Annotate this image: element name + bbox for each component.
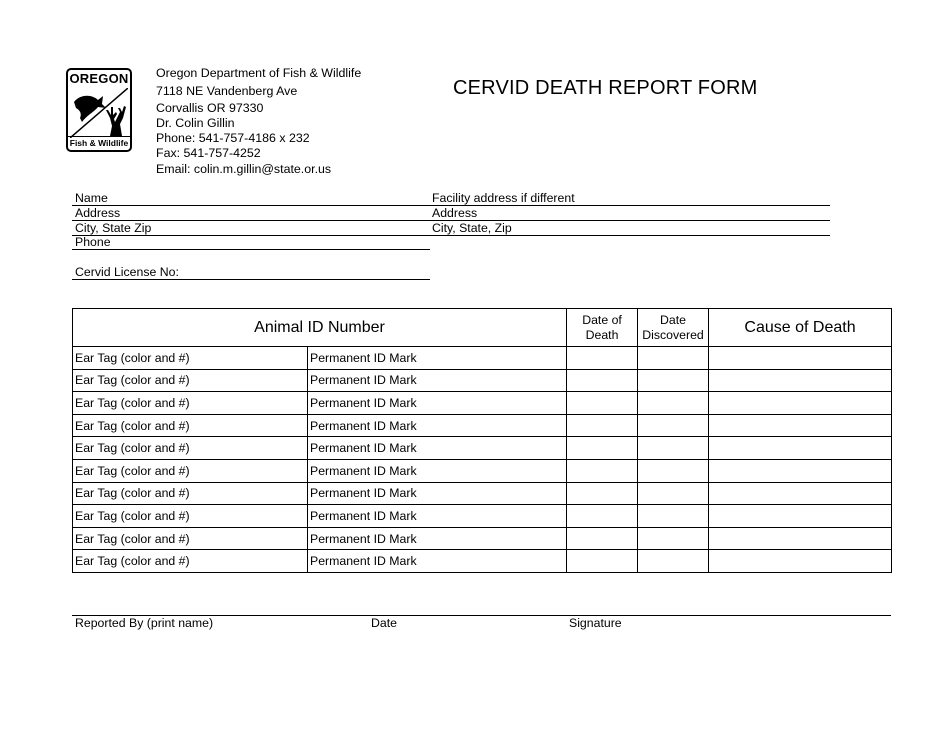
- table-row: [73, 347, 892, 370]
- license-label: Cervid License No:: [75, 265, 179, 279]
- date-of-death-cell[interactable]: [567, 459, 638, 482]
- table-row: [73, 527, 892, 550]
- city-state-zip-label: City, State Zip: [75, 221, 152, 235]
- name-label: Name: [75, 191, 108, 205]
- cause-of-death-cell[interactable]: [709, 437, 892, 460]
- date-discovered-header-line1: Date: [660, 312, 686, 327]
- cause-of-death-cell[interactable]: [709, 505, 892, 528]
- table-row: [73, 437, 892, 460]
- permanent-id-cell[interactable]: Permanent ID Mark: [308, 527, 567, 550]
- agency-city: Corvallis OR 97330: [156, 100, 264, 115]
- ear-tag-cell[interactable]: Ear Tag (color and #): [73, 392, 308, 415]
- date-label: Date: [371, 616, 397, 630]
- ear-tag-cell[interactable]: Ear Tag (color and #): [73, 459, 308, 482]
- facility-street-label: Address: [432, 206, 478, 220]
- agency-phone: Phone: 541-757-4186 x 232: [156, 131, 310, 146]
- animal-death-table: [72, 308, 892, 573]
- permanent-id-cell[interactable]: Permanent ID Mark: [308, 414, 567, 437]
- permanent-id-cell[interactable]: Permanent ID Mark: [308, 347, 567, 370]
- table-row: [73, 392, 892, 415]
- date-of-death-header-line1: Date of: [582, 312, 622, 327]
- cause-of-death-cell[interactable]: [709, 527, 892, 550]
- reported-by-label: Reported By (print name): [75, 616, 214, 630]
- date-discovered-cell[interactable]: [638, 550, 709, 573]
- agency-street: 7118 NE Vandenberg Ave: [156, 84, 298, 99]
- cause-of-death-cell[interactable]: [709, 392, 892, 415]
- animal-id-header: Animal ID Number: [73, 309, 567, 347]
- date-of-death-cell[interactable]: [567, 482, 638, 505]
- ear-tag-cell[interactable]: Ear Tag (color and #): [73, 550, 308, 573]
- permanent-id-cell[interactable]: Permanent ID Mark: [308, 550, 567, 573]
- cause-of-death-cell[interactable]: [709, 550, 892, 573]
- facility-address-label: Facility address if different: [432, 191, 575, 205]
- cause-of-death-cell[interactable]: [709, 482, 892, 505]
- logo-title: OREGON: [69, 71, 129, 86]
- date-of-death-cell[interactable]: [567, 437, 638, 460]
- date-discovered-cell[interactable]: [638, 437, 709, 460]
- date-of-death-header-line2: Death: [585, 327, 619, 342]
- date-of-death-cell[interactable]: [567, 392, 638, 415]
- agency-contact: Dr. Colin Gillin: [156, 115, 235, 130]
- license-line[interactable]: [72, 279, 430, 280]
- agency-name: Oregon Department of Fish & Wildlife: [156, 66, 362, 80]
- date-of-death-cell[interactable]: [567, 369, 638, 392]
- ear-tag-cell[interactable]: Ear Tag (color and #): [73, 505, 308, 528]
- date-discovered-cell[interactable]: [638, 459, 709, 482]
- date-discovered-cell[interactable]: [638, 414, 709, 437]
- date-of-death-cell[interactable]: [567, 414, 638, 437]
- signature-label: Signature: [569, 616, 622, 630]
- permanent-id-cell[interactable]: Permanent ID Mark: [308, 437, 567, 460]
- date-discovered-cell[interactable]: [638, 482, 709, 505]
- table-row: [73, 550, 892, 573]
- ear-tag-cell[interactable]: Ear Tag (color and #): [73, 437, 308, 460]
- cause-of-death-header: Cause of Death: [709, 309, 892, 347]
- facility-city-label: City, State, Zip: [432, 221, 512, 235]
- table-row: [73, 369, 892, 392]
- agency-address-block: [156, 66, 361, 177]
- odfw-logo: [66, 68, 132, 152]
- ear-tag-cell[interactable]: Ear Tag (color and #): [73, 347, 308, 370]
- address-label: Address: [75, 206, 121, 220]
- ear-tag-cell[interactable]: Ear Tag (color and #): [73, 414, 308, 437]
- cause-of-death-cell[interactable]: [709, 369, 892, 392]
- permanent-id-cell[interactable]: Permanent ID Mark: [308, 482, 567, 505]
- agency-fax: Fax: 541-757-4252: [156, 146, 261, 161]
- table-row: [73, 505, 892, 528]
- date-discovered-cell[interactable]: [638, 392, 709, 415]
- date-discovered-cell[interactable]: [638, 505, 709, 528]
- permanent-id-cell[interactable]: Permanent ID Mark: [308, 392, 567, 415]
- table-row: [73, 459, 892, 482]
- fish-deer-icon: [70, 88, 128, 138]
- date-of-death-cell[interactable]: [567, 527, 638, 550]
- cause-of-death-cell[interactable]: [709, 347, 892, 370]
- phone-label: Phone: [75, 235, 111, 249]
- ear-tag-cell[interactable]: Ear Tag (color and #): [73, 527, 308, 550]
- cause-of-death-cell[interactable]: [709, 414, 892, 437]
- date-discovered-header-line2: Discovered: [642, 327, 704, 342]
- date-of-death-cell[interactable]: [567, 347, 638, 370]
- table-row: [73, 414, 892, 437]
- date-of-death-header: [567, 309, 638, 347]
- city-state-zip-line[interactable]: [72, 235, 830, 236]
- date-discovered-cell[interactable]: [638, 527, 709, 550]
- date-discovered-header: [638, 309, 709, 347]
- date-discovered-cell[interactable]: [638, 369, 709, 392]
- date-of-death-cell[interactable]: [567, 505, 638, 528]
- phone-line[interactable]: [72, 249, 430, 250]
- table-row: [73, 482, 892, 505]
- permanent-id-cell[interactable]: Permanent ID Mark: [308, 369, 567, 392]
- permanent-id-cell[interactable]: Permanent ID Mark: [308, 505, 567, 528]
- ear-tag-cell[interactable]: Ear Tag (color and #): [73, 482, 308, 505]
- date-discovered-cell[interactable]: [638, 347, 709, 370]
- agency-email: Email: colin.m.gillin@state.or.us: [156, 161, 332, 176]
- ear-tag-cell[interactable]: Ear Tag (color and #): [73, 369, 308, 392]
- logo-subtitle: Fish & Wildlife: [69, 138, 129, 148]
- table-header-row: [73, 309, 892, 347]
- cause-of-death-cell[interactable]: [709, 459, 892, 482]
- permanent-id-cell[interactable]: Permanent ID Mark: [308, 459, 567, 482]
- form-title: CERVID DEATH REPORT FORM: [453, 77, 758, 99]
- date-of-death-cell[interactable]: [567, 550, 638, 573]
